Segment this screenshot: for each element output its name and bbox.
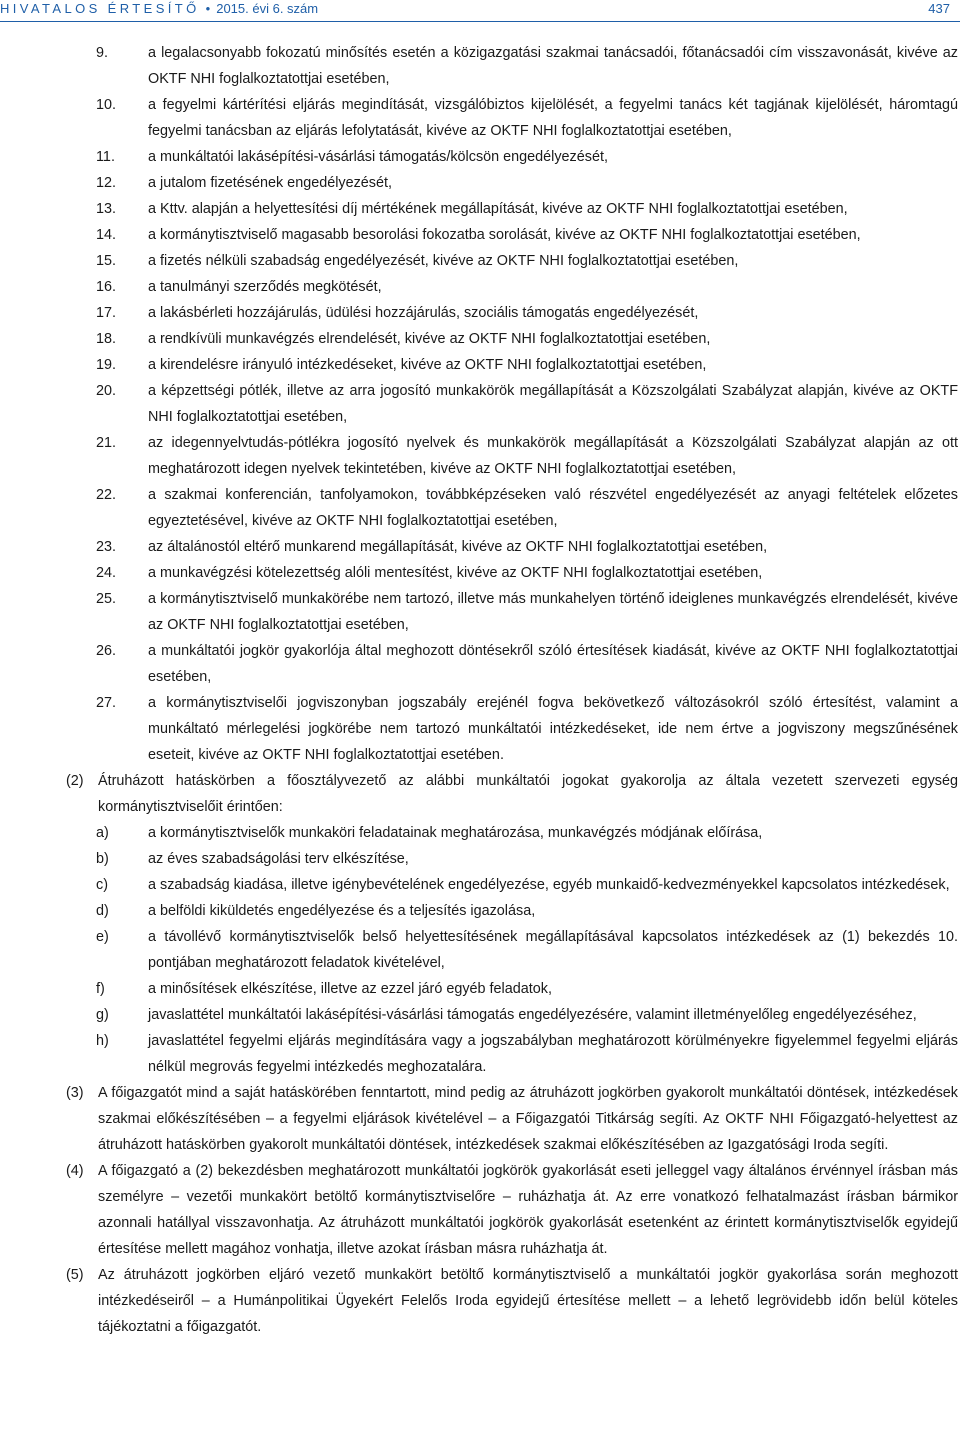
- item-number: 27.: [96, 695, 117, 711]
- item-letter: g): [96, 1007, 109, 1023]
- item-text: az éves szabadságolási terv elkészítése,: [148, 851, 409, 867]
- item-number: 24.: [96, 565, 117, 581]
- item-text: a rendkívüli munkavégzés elrendelését, kivéve az OKTF NHI foglalkoztatottjai esetében,: [148, 331, 711, 347]
- list-item: [0, 274, 958, 300]
- item-text: javaslattétel munkáltatói lakásépítési-vásárlási támogatás engedélyezésére, valamint illetményelőleg engedélyezéséhez,: [148, 1007, 917, 1023]
- list-item: [0, 1002, 958, 1028]
- item-number: 18.: [96, 331, 117, 347]
- item-text: a szabadság kiadása, illetve igénybevételének engedélyezése, egyéb munkaidő-kedvezményekkel kapcsolatos intézkedések,: [148, 877, 950, 893]
- numbered-list: [0, 40, 958, 768]
- header-separator: •: [205, 1, 211, 16]
- item-text: az általánostól eltérő munkarend megállapítását, kivéve az OKTF NHI foglalkoztatottjai esetében,: [148, 539, 768, 555]
- item-letter: d): [96, 903, 109, 919]
- list-item: [0, 690, 958, 768]
- list-item: [0, 170, 958, 196]
- item-text: javaslattétel fegyelmi eljárás megindítására vagy a jogszabályban meghatározott körülményekre figyelemmel fegyelmi eljárás nélkül megrovás fegyelmi intézkedés meghozatalára.: [148, 1033, 958, 1075]
- list-item: [0, 222, 958, 248]
- item-number: 21.: [96, 435, 117, 451]
- item-text: a Kttv. alapján a helyettesítési díj mértékének megállapítását, kivéve az OKTF NHI foglalkoztatottjai esetében,: [148, 201, 848, 217]
- paragraph-5: [0, 1262, 958, 1340]
- item-letter: b): [96, 851, 109, 867]
- list-item: [0, 872, 958, 898]
- item-number: 26.: [96, 643, 117, 659]
- item-text: a képzettségi pótlék, illetve az arra jogosító munkakörök megállapítását a Közszolgálati Szabályzat alapján, kivéve az OKTF NHI foglalkoztatottjai esetében,: [148, 383, 958, 425]
- item-number: 12.: [96, 175, 117, 191]
- document-body: [0, 40, 958, 1340]
- item-letter: f): [96, 981, 105, 997]
- paragraph-4: [0, 1158, 958, 1262]
- list-item: [0, 430, 958, 482]
- list-item: [0, 40, 958, 92]
- item-letter: e): [96, 929, 109, 945]
- paragraph-3: [0, 1080, 958, 1158]
- item-number: 16.: [96, 279, 117, 295]
- list-item: [0, 92, 958, 144]
- item-number: 14.: [96, 227, 117, 243]
- list-item: [0, 534, 958, 560]
- list-item: [0, 638, 958, 690]
- item-number: 11.: [96, 149, 115, 165]
- item-number: 10.: [96, 97, 117, 113]
- item-number: 20.: [96, 383, 117, 399]
- issue-label: 2015. évi 6. szám: [216, 1, 319, 16]
- list-item: [0, 1028, 958, 1080]
- item-text: a kirendelésre irányuló intézkedéseket, kivéve az OKTF NHI foglalkoztatottjai esetében,: [148, 357, 707, 373]
- list-item: [0, 846, 958, 872]
- item-text: a lakásbérleti hozzájárulás, üdülési hozzájárulás, szociális támogatás engedélyezését,: [148, 305, 699, 321]
- paragraph-number: (2): [66, 773, 84, 789]
- list-item: [0, 924, 958, 976]
- list-item: [0, 482, 958, 534]
- list-item: [0, 378, 958, 430]
- item-number: 15.: [96, 253, 117, 269]
- item-number: 13.: [96, 201, 117, 217]
- item-text: az idegennyelvtudás-pótlékra jogosító nyelvek és munkakörök megállapítását a Közszolgálati Szabályzat alapján az ott meghatározott idegen nyelvek tekintetében, kivéve az OKTF NHI foglalkoztatottjai esetében,: [148, 435, 958, 477]
- list-item: [0, 352, 958, 378]
- list-item: [0, 898, 958, 924]
- page-number: 437: [928, 1, 950, 16]
- paragraph-text: A főigazgatót mind a saját hatáskörében fenntartott, mind pedig az átruházott jogkörben gyakorolt munkáltatói döntések, intézkedések szakmai előkészítésében – a fegyelmi eljárások kivételével – a Főigazgatói Titkárság segíti. Az OKTF NHI Főigazgató-helyettest az átruházott hatáskörben gyakorolt munkáltatói döntések, intézkedések szakmai előkészítésében az Igazgatósági Iroda segíti.: [98, 1085, 958, 1153]
- lettered-list: [0, 820, 958, 1080]
- journal-title: HIVATALOS ÉRTESÍTŐ: [0, 1, 200, 16]
- item-text: a munkáltatói jogkör gyakorlója által meghozott döntésekről szóló értesítések kiadását, kivéve az OKTF NHI foglalkoztatottjai esetében,: [148, 643, 958, 685]
- item-letter: a): [96, 825, 109, 841]
- paragraph-2: [0, 768, 958, 820]
- item-number: 25.: [96, 591, 117, 607]
- item-text: a legalacsonyabb fokozatú minősítés esetén a közigazgatási szakmai tanácsadói, főtanácsadói cím visszavonását, kivéve az OKTF NHI foglalkoztatottjai esetében,: [148, 45, 958, 87]
- item-text: a minősítések elkészítése, illetve az ezzel járó egyéb feladatok,: [148, 981, 552, 997]
- list-item: [0, 820, 958, 846]
- paragraph-number: (5): [66, 1267, 84, 1283]
- paragraph-text: A főigazgató a (2) bekezdésben meghatározott munkáltatói jogkörök gyakorlását eseti jelleggel vagy általános érvénnyel írásban más személyre – vezetői munkakört betöltő kormánytisztviselőre – ruházhatja át. Az erre vonatkozó felhatalmazást írásban bármikor azonnali hatállyal visszavonhatja. Az átruházott munkáltatói jogkörök gyakorlását esetenként az érintett kormánytisztviselők egyidejű értesítése mellett magához vonhatja, illetve azokat írásban másra ruházhatja át.: [98, 1163, 958, 1257]
- page-header: [0, 0, 960, 22]
- list-item: [0, 326, 958, 352]
- item-number: 17.: [96, 305, 117, 321]
- list-item: [0, 586, 958, 638]
- item-text: a távollévő kormánytisztviselők belső helyettesítésének megállapításával kapcsolatos intézkedések az (1) bekezdés 10. pontjában meghatározott feladatok kivételével,: [148, 929, 958, 971]
- item-text: a kormánytisztviselői jogviszonyban jogszabály erejénél fogva bekövetkező változásokról szóló értesítést, valamint a munkáltató mérlegelési jogkörébe nem tartozó munkáltatói intézkedéseket, ide nem értve a jogviszony megszűnésének eseteit, kivéve az OKTF NHI foglalkoztatottjai esetében.: [148, 695, 958, 763]
- journal-header-left: [0, 1, 318, 16]
- item-number: 22.: [96, 487, 117, 503]
- paragraph-number: (4): [66, 1163, 84, 1179]
- list-item: [0, 144, 958, 170]
- item-number: 19.: [96, 357, 117, 373]
- item-text: a kormánytisztviselők munkaköri feladatainak meghatározása, munkavégzés módjának előírása,: [148, 825, 763, 841]
- list-item: [0, 976, 958, 1002]
- item-number: 9.: [96, 45, 109, 61]
- item-text: a munkavégzési kötelezettség alóli mentesítést, kivéve az OKTF NHI foglalkoztatottjai esetében,: [148, 565, 763, 581]
- item-letter: h): [96, 1033, 109, 1049]
- item-text: a kormánytisztviselő munkakörébe nem tartozó, illetve más munkahelyen történő ideiglenes munkavégzés elrendelését, kivéve az OKTF NHI foglalkoztatottjai esetében,: [148, 591, 958, 633]
- item-text: a szakmai konferencián, tanfolyamokon, továbbképzéseken való részvétel engedélyezését az anyagi feltételek előzetes egyeztetésével, kivéve az OKTF NHI foglalkoztatottjai esetében,: [148, 487, 958, 529]
- paragraph-number: (3): [66, 1085, 84, 1101]
- item-text: a munkáltatói lakásépítési-vásárlási támogatás/kölcsön engedélyezését,: [148, 149, 608, 165]
- list-item: [0, 196, 958, 222]
- paragraph-text: Az átruházott jogkörben eljáró vezető munkakört betöltő kormánytisztviselő a munkáltatói jogkör gyakorlása során meghozott intézkedéseiről – a Humánpolitikai Ügyekért Felelős Iroda egyidejű értesítése mellett – a lehető legrövidebb időn belül köteles tájékoztatni a főigazgatót.: [98, 1267, 958, 1335]
- item-text: a kormánytisztviselő magasabb besorolási fokozatba sorolását, kivéve az OKTF NHI foglalkoztatottjai esetében,: [148, 227, 861, 243]
- item-text: a fizetés nélküli szabadság engedélyezését, kivéve az OKTF NHI foglalkoztatottjai esetében,: [148, 253, 739, 269]
- item-letter: c): [96, 877, 108, 893]
- paragraph-text: Átruházott hatáskörben a főosztályvezető az alábbi munkáltatói jogokat gyakorolja az általa vezetett szervezeti egység kormánytisztviselőit érintően:: [98, 773, 958, 815]
- list-item: [0, 248, 958, 274]
- item-number: 23.: [96, 539, 117, 555]
- list-item: [0, 560, 958, 586]
- item-text: a fegyelmi kártérítési eljárás megindítását, vizsgálóbiztos kijelölését, a fegyelmi tanács két tagjának kijelölését, háromtagú fegyelmi tanácsban az eljárás lefolytatását, kivéve az OKTF NHI foglalkoztatottjai esetében,: [148, 97, 958, 139]
- item-text: a belföldi kiküldetés engedélyezése és a teljesítés igazolása,: [148, 903, 536, 919]
- list-item: [0, 300, 958, 326]
- item-text: a jutalom fizetésének engedélyezését,: [148, 175, 392, 191]
- item-text: a tanulmányi szerződés megkötését,: [148, 279, 382, 295]
